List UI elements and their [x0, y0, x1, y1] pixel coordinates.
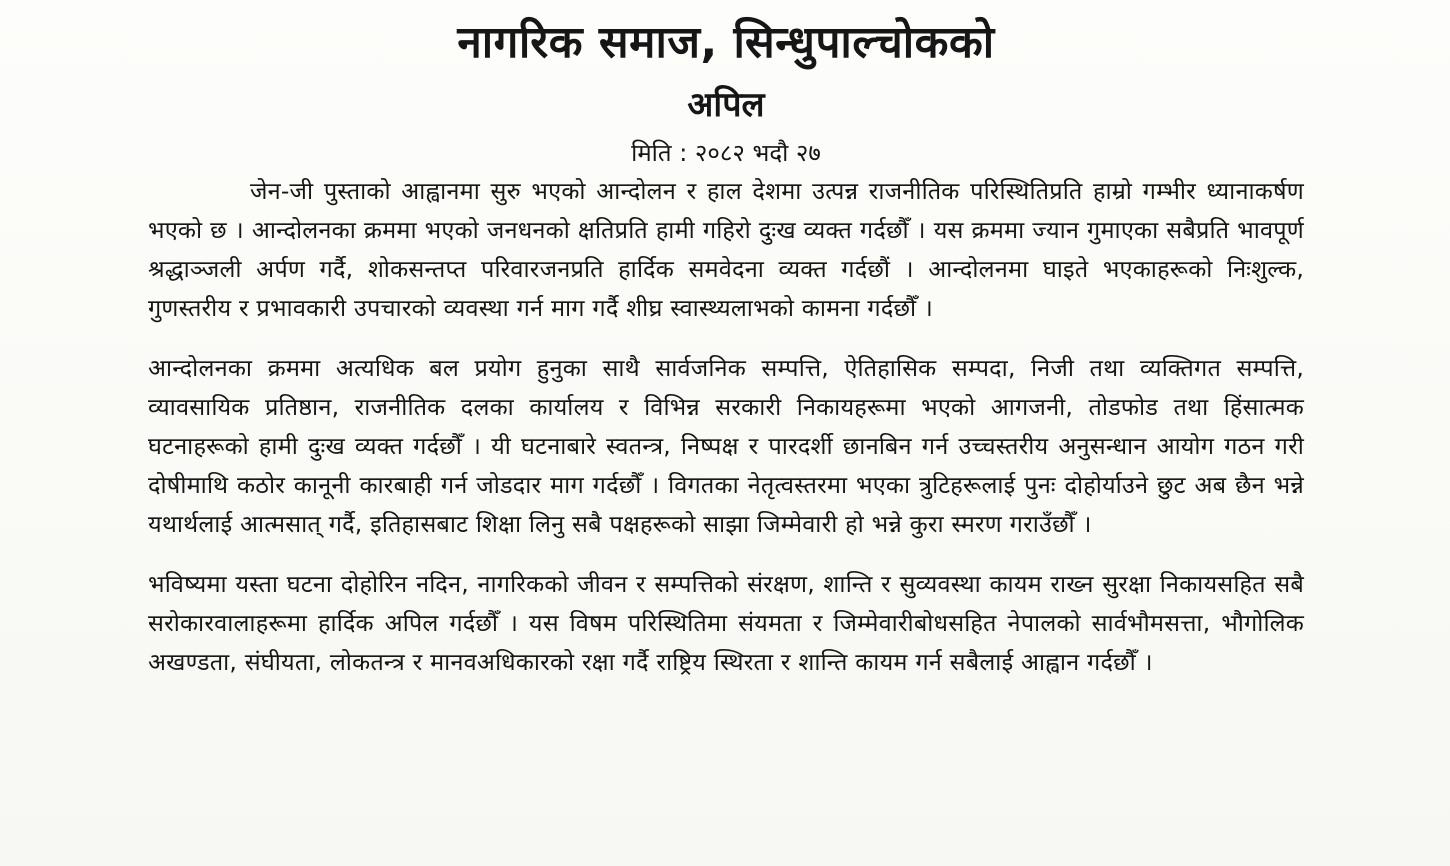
document-date: मिति : २०८२ भदौ २७ [631, 139, 821, 167]
document-title: नागरिक समाज, सिन्धुपाल्चोकको [457, 17, 995, 68]
document-subtitle: अपिल [687, 85, 765, 125]
paragraph-1: जेन-जी पुस्ताको आह्वानमा सुरु भएको आन्दोलन र हाल देशमा उत्पन्न राजनीतिक परिस्थितिप्रति हाम्रो गम्भीर ध्यानाकर्षण भएको छ । आन्दोलनका क्रममा भएको जनधनको क्षतिप्रति हामी गहिरो दुःख व्यक्त गर्दछौँ । यस क्रममा ज्यान गुमाएका सबैप्रति भावपूर्ण श्रद्धाञ्जली अर्पण गर्दै, शोकसन्तप्त परिवारजनप्रति हार्दिक समवेदना व्यक्त गर्दछौं । आन्दोलनमा घाइते भएकाहरूको निःशुल्क, गुणस्तरीय र प्रभावकारी उपचारको व्यवस्था गर्न माग गर्दै शीघ्र स्वास्थ्यलाभको कामना गर्दछौँ । [148, 177, 1304, 322]
paragraph-3: भविष्यमा यस्ता घटना दोहोरिन नदिन, नागरिकको जीवन र सम्पत्तिको संरक्षण, शान्ति र सुव्यवस्था कायम राख्न सुरक्षा निकायसहित सबै सरोकारवालाहरूमा हार्दिक अपिल गर्दछौँ । यस विषम परिस्थितिमा संयमता र जिम्मेवारीबोधसहित नेपालको सार्वभौमसत्ता, भौगोलिक अखण्डता, संघीयता, लोकतन्त्र र मानवअधिकारको रक्षा गर्दै राष्ट्रिय स्थिरता र शान्ति कायम गर्न सबैलाई आह्वान गर्दछौँ । [148, 570, 1304, 676]
paragraph-2: आन्दोलनका क्रममा अत्यधिक बल प्रयोग हुनुका साथै सार्वजनिक सम्पत्ति, ऐतिहासिक सम्पदा, निजी तथा व्यक्तिगत सम्पत्ति, व्यावसायिक प्रतिष्ठान, राजनीतिक दलका कार्यालय र विभिन्न सरकारी निकायहरूमा भएको आगजनी, तोडफोड तथा हिंसात्मक घटनाहरूको हामी दुःख व्यक्त गर्दछौँ । यी घटनाबारे स्वतन्त्र, निष्पक्ष र पारदर्शी छानबिन गर्न उच्चस्तरीय अनुसन्धान आयोग गठन गरी दोषीमाथि कठोर कानूनी कारबाही गर्न जोडदार माग गर्दछौँ । विगतका नेतृत्वस्तरमा भएका त्रुटिहरूलाई पुनः दोहोर्याउने छुट अब छैन भन्ने यथार्थलाई आत्मसात् गर्दै, इतिहासबाट शिक्षा लिनु सबै पक्षहरूको साझा जिम्मेवारी हो भन्ने कुरा स्मरण गराउँछौँ । [148, 354, 1304, 538]
